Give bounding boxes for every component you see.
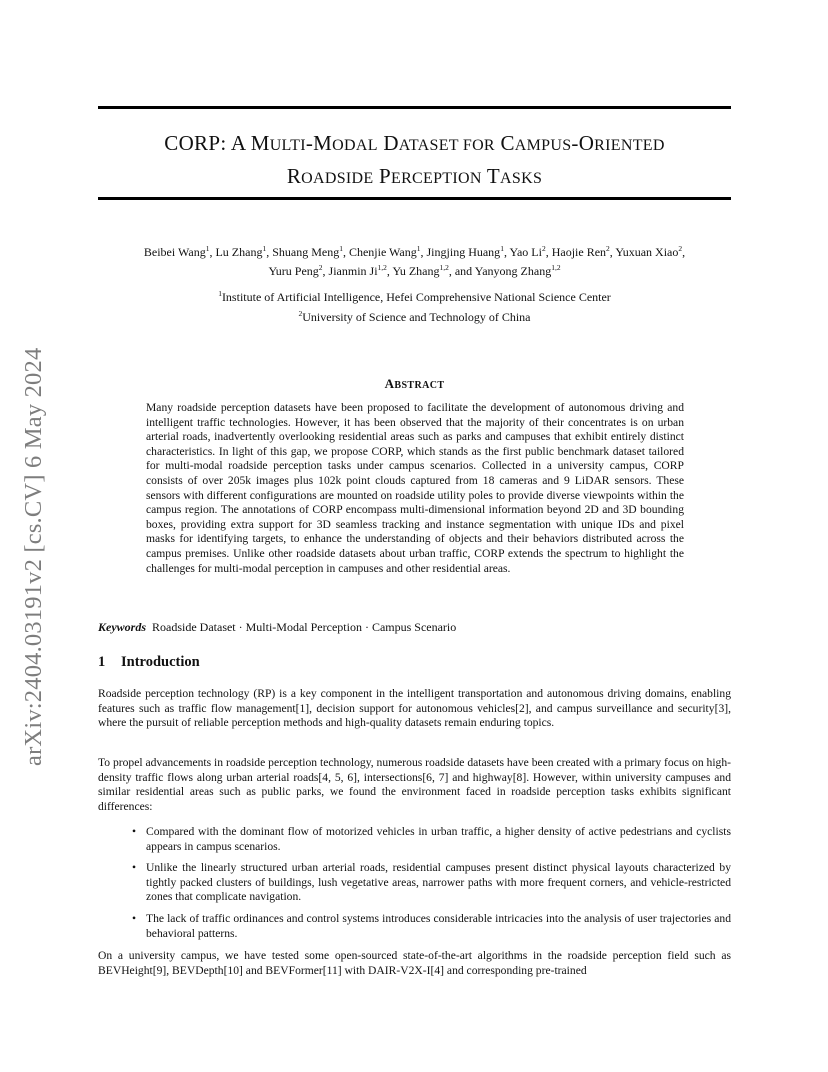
abstract-body: Many roadside perception datasets have been proposed to facilitate the development of autonomous driving and intelligent traffic technologies. However, it has been observed that the majority of their concentrates is on urban arterial roads, inadvertently overlooking residential areas such as parks and campuses that exhibit entirely distinct characteristics. In light of this gap, we propose CORP, which stands as the first public benchmark dataset tailored for multi-modal roadside perception tasks under campus scenarios. Collected in a university campus, CORP consists of over 205k images plus 102k point clouds captured from 18 cameras and 9 LiDAR sensors. These sensors with different configurations are mounted on roadside utility poles to provide diverse viewpoints within the campus region. The annotations of CORP encompass multi-dimensional information beyond 2D and 3D bounding boxes, providing extra support for 3D seamless tracking and instance segmentation with unique IDs and pixel masks for identifying targets, to enhance the understanding of objects and their behaviors distributed across the campus premises. Unlike other roadside datasets about urban traffic, CORP extends the spectrum to highlight the challenges for multi-modal perception in campuses and other residential areas. — [146, 401, 684, 575]
paragraph: Roadside perception technology (RP) is a key component in the intelligent transportation and autonomous driving domains, enabling features such as traffic flow management[1], decision support for autonomous vehicles[2], and campus surveillance and security[3], where the pursuit of reliable perception methods and high-quality datasets remain enduring topics. — [98, 687, 731, 730]
arxiv-identifier: arXiv:2404.03191v2 [cs.CV] 6 May 2024 — [20, 347, 47, 766]
bullet-item: • Compared with the dominant flow of motorized vehicles in urban traffic, a higher density of active pedestrians and cyclists appears in campus scenarios. — [132, 825, 731, 853]
keywords-text: Roadside Dataset · Multi-Modal Perception · Campus Scenario — [152, 620, 457, 634]
keywords — [98, 620, 731, 635]
author: Yu Zhang$^{1,2}$ — [392, 263, 449, 278]
bullet-item: • The lack of traffic ordinances and control systems introduces considerable intricacies into the analysis of user trajectories and behavioral patterns. — [132, 911, 731, 940]
author: Shuang Meng$^1$ — [272, 244, 343, 259]
affiliation: $^1$Institute of Artificial Intelligence, Hefei Comprehensive National Science Center — [218, 289, 611, 304]
section-title: Introduction — [121, 654, 200, 670]
affiliation-list — [98, 286, 731, 325]
bullet-item: • Unlike the linearly structured urban arterial roads, residential campuses present distinct physical layouts characterized by tightly packed clusters of buildings, lush vegetative areas, narrower paths with more frequent corners, and vehicle-restricted zones that complicate navigation. — [132, 861, 731, 904]
affiliation: $^2$University of Science and Technology of China — [298, 308, 531, 324]
author: Chenjie Wang$^1$ — [348, 244, 421, 259]
paragraph: To propel advancements in roadside perception technology, numerous roadside datasets have been created with a primary focus on high-density traffic flows along urban arterial roads[4, 5, 6], intersections[6, 7] and highway[8]. However, within university campuses and similar residential areas such as public parks, we found the environment faced in roadside perception tasks exhibits significant differences: — [98, 756, 731, 813]
author: Lu Zhang$^1$ — [215, 244, 267, 259]
bullet-list — [98, 825, 731, 948]
author: Jianmin Ji$^{1,2}$ — [328, 263, 387, 278]
author: and Yanyong Zhang$^{1,2}$ — [454, 263, 561, 278]
paragraph: On a university campus, we have tested some open-sourced state-of-the-art algorithms in the roadside perception field such as BEVHeight[9], BEVDepth[10] and BEVFormer[11] with DAIR-V2X-I[4] and corresponding pre-trained — [98, 949, 731, 977]
bullet-icon: • — [132, 861, 137, 875]
abstract-heading: ABSTRACT — [384, 376, 445, 391]
title-line-1: CORP: A MULTI-MODAL DATASET FOR CAMPUS-ORIENTED — [164, 131, 665, 155]
author: Yao Li$^2$ — [509, 244, 546, 259]
title-bottom-rule — [98, 197, 731, 200]
author: Yuxuan Xiao$^2$ — [615, 244, 683, 259]
author: Yuru Peng$^2$ — [268, 263, 323, 278]
author-list: Beibei Wang$^1$, Lu Zhang$^1$, Shuang Meng$^1$, Chenjie Wang$^1$, Jingjing Huang$^1$, Yao Li$^2$, Haojie Ren$^2$, Yuxuan Xiao$^2$, Yuru Peng$^2$, Jianmin Ji$^{1,2}$, Yu Zhang$^{1,2}$, and Yanyong Zhang$^{1,2}$ — [143, 244, 686, 278]
keywords-label: Keywords — [98, 620, 146, 634]
bullet-icon: • — [132, 911, 137, 925]
paper-title — [98, 128, 731, 194]
title-line-2: ROADSIDE PERCEPTION TASKS — [286, 164, 543, 188]
author: Jingjing Huang$^1$ — [426, 244, 504, 259]
author: Haojie Ren$^2$ — [551, 244, 610, 259]
section-number: 1 — [98, 654, 106, 670]
section-heading-introduction — [98, 654, 200, 671]
author: Beibei Wang$^1$ — [143, 244, 210, 259]
bullet-icon: • — [132, 825, 137, 838]
title-top-rule — [98, 106, 731, 109]
